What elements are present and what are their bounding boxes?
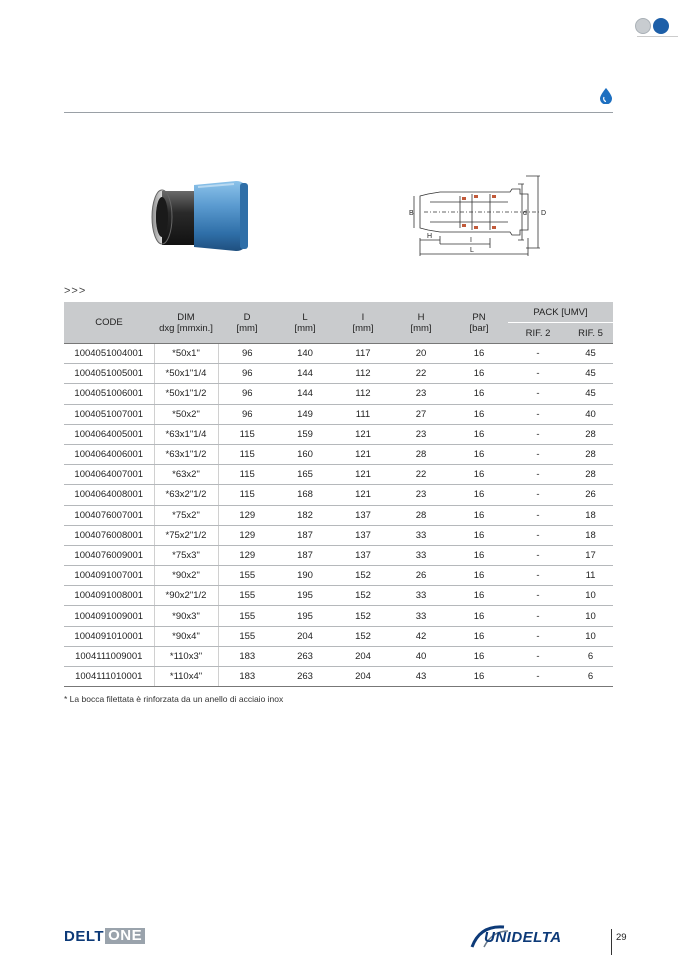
cell-i: 111 [334,404,392,424]
cell-pn: 16 [450,404,508,424]
cell-h: 23 [392,384,450,404]
cell-h: 33 [392,586,450,606]
cell-code: 1004064005001 [64,424,154,444]
cell-pn: 16 [450,505,508,525]
cell-l: 195 [276,606,334,626]
cell-rif2: - [508,566,568,586]
cell-d: 155 [218,586,276,606]
cell-h: 28 [392,444,450,464]
cell-code: 1004051004001 [64,344,154,364]
cell-h: 23 [392,485,450,505]
cell-dim: *63x1"1/4 [154,424,218,444]
cell-code: 1004111010001 [64,667,154,687]
cell-rif2: - [508,424,568,444]
cell-rif5: 45 [568,344,613,364]
globe-icon [635,18,651,34]
cell-rif5: 28 [568,424,613,444]
cell-pn: 16 [450,566,508,586]
cell-rif2: - [508,606,568,626]
cell-pn: 16 [450,444,508,464]
table-row [64,344,613,364]
cell-pn: 16 [450,667,508,687]
cell-dim: *63x2"1/2 [154,485,218,505]
drawing-label-L: L [470,247,474,254]
cell-h: 22 [392,465,450,485]
col-header-l: L [mm] [276,302,334,344]
cell-d: 183 [218,646,276,666]
cell-l: 159 [276,424,334,444]
cell-pn: 16 [450,586,508,606]
cell-dim: *110x3" [154,646,218,666]
cell-h: 27 [392,404,450,424]
product-spec-table [64,302,613,687]
water-drop-icon [600,88,612,104]
blue-dot-icon [653,18,669,34]
cell-i: 152 [334,566,392,586]
cell-rif5: 18 [568,505,613,525]
cell-d: 115 [218,485,276,505]
cell-i: 121 [334,424,392,444]
cell-dim: *90x4" [154,626,218,646]
cell-rif2: - [508,626,568,646]
cell-l: 165 [276,465,334,485]
cell-rif2: - [508,344,568,364]
cell-rif2: - [508,505,568,525]
cell-code: 1004076008001 [64,525,154,545]
cell-dim: *63x1"1/2 [154,444,218,464]
cell-i: 112 [334,364,392,384]
col-header-rif5: RIF. 5 [568,323,613,344]
cell-dim: *90x2" [154,566,218,586]
drawing-label-H: H [427,233,433,240]
cell-h: 28 [392,505,450,525]
table-row [64,384,613,404]
cell-rif5: 10 [568,626,613,646]
cell-rif5: 6 [568,667,613,687]
cell-h: 33 [392,606,450,626]
cell-dim: *50x1"1/4 [154,364,218,384]
cell-i: 152 [334,626,392,646]
cell-code: 1004064008001 [64,485,154,505]
cell-rif2: - [508,525,568,545]
table-row [64,606,613,626]
col-header-code: CODE [64,302,154,344]
footnote: * La bocca filettata è rinforzata da un anello di acciaio inox [64,694,284,704]
cell-code: 1004076007001 [64,505,154,525]
cell-dim: *90x3" [154,606,218,626]
cell-d: 155 [218,566,276,586]
col-header-pack: PACK [UMV] [508,302,613,323]
section-marker: >>> [64,285,87,297]
cell-d: 96 [218,344,276,364]
table-row [64,626,613,646]
cell-rif2: - [508,384,568,404]
cell-l: 263 [276,646,334,666]
cell-h: 23 [392,424,450,444]
cell-code: 1004064006001 [64,444,154,464]
cell-rif5: 6 [568,646,613,666]
header-rule [64,112,613,113]
cell-rif5: 28 [568,444,613,464]
cell-i: 112 [334,384,392,404]
cell-d: 155 [218,606,276,626]
unidelta-logo-text: UNIDELTA [484,929,562,946]
cell-d: 115 [218,424,276,444]
cell-pn: 16 [450,646,508,666]
cell-pn: 16 [450,606,508,626]
cell-rif2: - [508,444,568,464]
deltone-logo: DELT ONE [64,928,145,944]
cell-code: 1004051006001 [64,384,154,404]
cell-i: 121 [334,485,392,505]
cell-h: 42 [392,626,450,646]
cell-rif2: - [508,545,568,565]
top-divider [637,36,678,37]
table-row [64,525,613,545]
cell-i: 204 [334,667,392,687]
cell-rif5: 11 [568,566,613,586]
cell-dim: *50x1"1/2 [154,384,218,404]
drawing-label-I: I [470,237,472,244]
cell-rif2: - [508,586,568,606]
cell-rif5: 28 [568,465,613,485]
cell-rif2: - [508,667,568,687]
cell-dim: *63x2" [154,465,218,485]
cell-h: 26 [392,566,450,586]
cell-l: 182 [276,505,334,525]
cell-dim: *75x2"1/2 [154,525,218,545]
cell-i: 137 [334,525,392,545]
cell-h: 33 [392,525,450,545]
cell-d: 183 [218,667,276,687]
drawing-label-B: B [409,210,414,217]
col-header-d: D [mm] [218,302,276,344]
cell-pn: 16 [450,424,508,444]
cell-pn: 16 [450,344,508,364]
cell-pn: 16 [450,485,508,505]
cell-l: 144 [276,364,334,384]
cell-rif2: - [508,364,568,384]
table-row [64,444,613,464]
cell-d: 96 [218,404,276,424]
cell-d: 115 [218,444,276,464]
cell-h: 40 [392,646,450,666]
cell-rif5: 45 [568,364,613,384]
cell-code: 1004091007001 [64,566,154,586]
cell-code: 1004091008001 [64,586,154,606]
cell-rif5: 17 [568,545,613,565]
cell-d: 129 [218,505,276,525]
cell-code: 1004064007001 [64,465,154,485]
cell-d: 115 [218,465,276,485]
cell-h: 20 [392,344,450,364]
cell-code: 1004051007001 [64,404,154,424]
col-header-dim: DIM dxg [mmxin.] [154,302,218,344]
cell-dim: *50x2" [154,404,218,424]
cell-d: 155 [218,626,276,646]
cell-d: 96 [218,364,276,384]
table-row [64,586,613,606]
col-header-i: I [mm] [334,302,392,344]
cell-code: 1004076009001 [64,545,154,565]
cell-dim: *90x2"1/2 [154,586,218,606]
cell-l: 144 [276,384,334,404]
cell-l: 187 [276,525,334,545]
table-row [64,485,613,505]
table-row [64,566,613,586]
table-row [64,465,613,485]
cell-pn: 16 [450,465,508,485]
table-row [64,545,613,565]
cell-pn: 16 [450,384,508,404]
cell-i: 121 [334,444,392,464]
product-photo [148,175,256,255]
cell-pn: 16 [450,525,508,545]
cell-dim: *75x3" [154,545,218,565]
cell-code: 1004091009001 [64,606,154,626]
cell-h: 43 [392,667,450,687]
cell-dim: *50x1" [154,344,218,364]
cell-rif5: 26 [568,485,613,505]
cell-i: 137 [334,545,392,565]
cell-d: 129 [218,525,276,545]
table-row [64,646,613,666]
cell-pn: 16 [450,545,508,565]
drawing-label-d: d [523,210,527,217]
cell-code: 1004091010001 [64,626,154,646]
cell-i: 117 [334,344,392,364]
drawing-label-D: D [541,210,547,217]
cell-i: 152 [334,606,392,626]
cell-l: 190 [276,566,334,586]
cell-h: 22 [392,364,450,384]
cell-rif2: - [508,404,568,424]
cell-l: 204 [276,626,334,646]
cell-i: 121 [334,465,392,485]
table-row [64,404,613,424]
cell-rif5: 18 [568,525,613,545]
table-row [64,364,613,384]
cell-rif2: - [508,465,568,485]
cell-rif5: 45 [568,384,613,404]
cell-l: 168 [276,485,334,505]
cell-pn: 16 [450,626,508,646]
cell-code: 1004111009001 [64,646,154,666]
cell-l: 160 [276,444,334,464]
cell-dim: *75x2" [154,505,218,525]
page-number: 29 [616,932,627,943]
cell-l: 149 [276,404,334,424]
cell-rif5: 10 [568,586,613,606]
table-row [64,505,613,525]
page-marker-dots [635,18,675,36]
col-header-h: H [mm] [392,302,450,344]
cell-d: 96 [218,384,276,404]
cell-rif5: 40 [568,404,613,424]
table-row [64,424,613,444]
cell-h: 33 [392,545,450,565]
cell-i: 204 [334,646,392,666]
cell-l: 263 [276,667,334,687]
cell-d: 129 [218,545,276,565]
col-header-rif2: RIF. 2 [508,323,568,344]
cell-i: 152 [334,586,392,606]
cell-pn: 16 [450,364,508,384]
cell-i: 137 [334,505,392,525]
cell-rif5: 10 [568,606,613,626]
page-number-separator [611,929,612,955]
table-row [64,667,613,687]
cell-l: 195 [276,586,334,606]
col-header-pn: PN [bar] [450,302,508,344]
cell-dim: *110x4" [154,667,218,687]
cell-l: 140 [276,344,334,364]
cell-rif2: - [508,485,568,505]
cell-rif2: - [508,646,568,666]
technical-drawing [400,172,560,256]
cell-l: 187 [276,545,334,565]
cell-code: 1004051005001 [64,364,154,384]
